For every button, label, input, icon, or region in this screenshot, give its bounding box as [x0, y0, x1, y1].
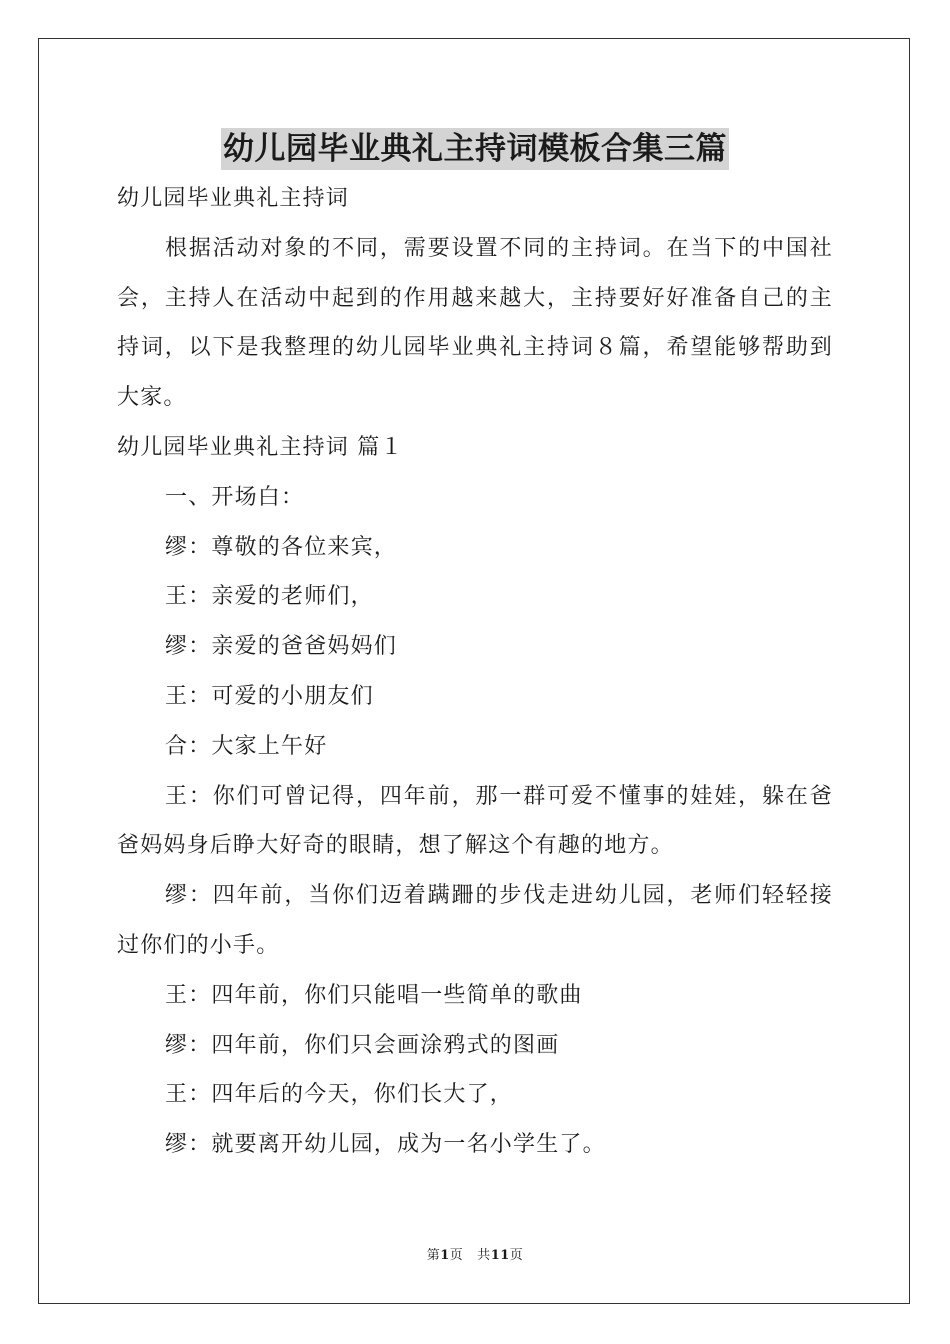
document-title: 幼儿园毕业典礼主持词模板合集三篇: [221, 128, 729, 170]
footer-page-unit: 页: [449, 1248, 464, 1263]
footer-total-prefix: 共: [477, 1248, 491, 1263]
title-container: [0, 128, 950, 170]
paragraph-1: 根据活动对象的不同，需要设置不同的主持词。在当下的中国社会，主持人在活动中起到的作用越来越大，主持要好好准备自己的主持词，以下是我整理的幼儿园毕业典礼主持词８篇，希望能够帮助到大家。: [117, 235, 833, 411]
paragraph-7: 王：可爱的小朋友们: [165, 683, 374, 709]
paragraph-14: 缪：就要离开幼儿园，成为一名小学生了。: [165, 1132, 606, 1158]
paragraph-9: 王：你们可曾记得，四年前，那一群可爱不懂事的娃娃，躲在爸爸妈妈身后睁大好奇的眼睛，想了解这个有趣的地方。: [117, 783, 833, 859]
paragraph-6: 缪：亲爱的爸爸妈妈们: [165, 634, 398, 660]
footer-page-prefix: 第: [426, 1248, 441, 1263]
footer-total-unit: 页: [509, 1248, 524, 1263]
paragraph-3: 一、开场白：: [165, 484, 305, 510]
paragraph-12: 缪：四年前，你们只会画涂鸦式的图画: [165, 1032, 560, 1058]
paragraph-8: 合：大家上午好: [165, 733, 328, 759]
paragraph-0: 幼儿园毕业典礼主持词: [117, 186, 350, 211]
paragraph-11: 王：四年前，你们只能唱一些简单的歌曲: [165, 982, 583, 1008]
page-footer: [0, 1244, 950, 1263]
footer-page-total: 11: [490, 1248, 510, 1263]
paragraph-10: 缪：四年前，当你们迈着蹒跚的步伐走进幼儿园，老师们轻轻接过你们的小手。: [117, 883, 833, 958]
paragraph-5: 王：亲爱的老师们，: [165, 584, 374, 610]
paragraph-4: 缪：尊敬的各位来宾，: [165, 534, 398, 560]
paragraph-13: 王：四年后的今天，你们长大了，: [165, 1082, 514, 1108]
document-body: [117, 174, 833, 1170]
paragraph-2: 幼儿园毕业典礼主持词 篇１: [117, 434, 404, 460]
footer-page-current: 1: [440, 1248, 450, 1263]
